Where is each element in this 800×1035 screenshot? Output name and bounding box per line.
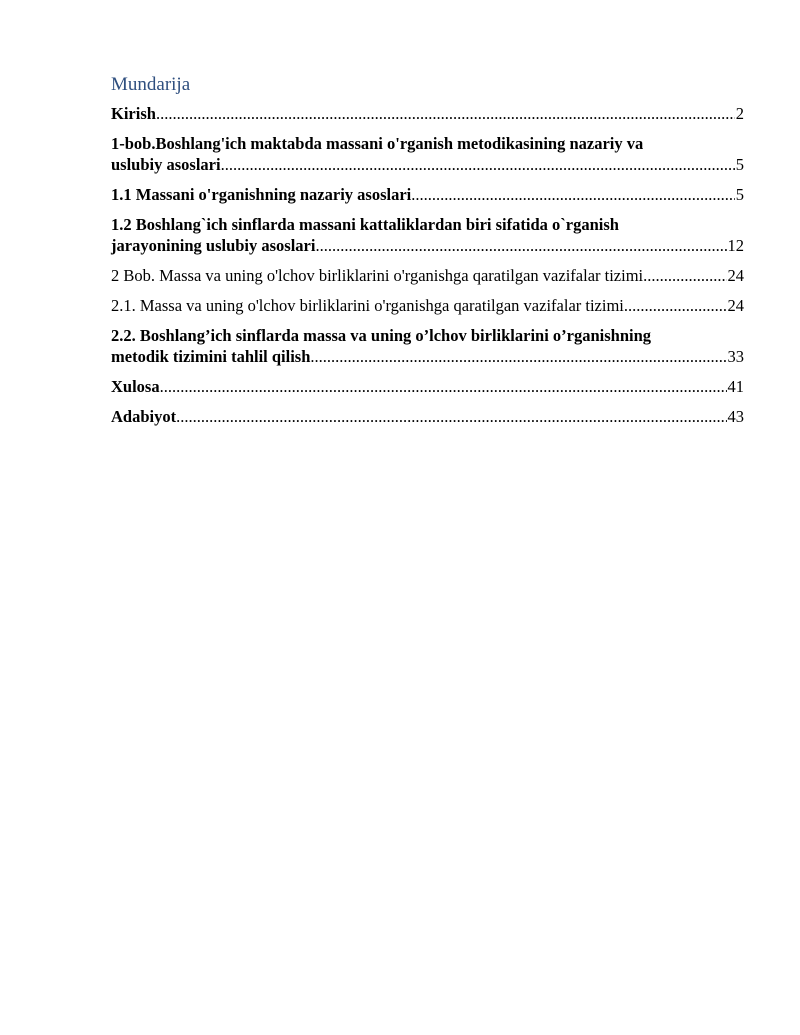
toc-title: Mundarija [111, 74, 191, 95]
toc-entry-text: Adabiyot [111, 407, 177, 426]
toc-entry-text: 2 Bob. Massa va uning o'lchov birliklarini o'rganishga qaratilgan vazifalar tizimi [111, 266, 644, 285]
toc-leader-dots [176, 406, 726, 427]
toc-entry-adabiyot[interactable] [111, 406, 744, 427]
toc-page-number: 43 [727, 407, 744, 426]
toc-leader-dots [411, 184, 735, 205]
toc-page-number: 12 [727, 236, 744, 255]
toc-leader-dots [315, 235, 726, 256]
toc-entry-text: jarayonining uslubiy asoslari [111, 236, 316, 255]
toc-entry-text: 2.1. Massa va uning o'lchov birliklarini o'rganishga qaratilgan vazifalar tizimi [111, 296, 624, 315]
toc-entry-section-2-2[interactable] [111, 325, 744, 367]
toc-leader-dots [156, 103, 735, 124]
toc-entry-text: Kirish [111, 104, 156, 123]
toc-leader-dots [624, 295, 727, 316]
toc-entry-chapter-2[interactable] [111, 265, 744, 286]
toc-entry-text: metodik tizimini tahlil qilish [111, 347, 311, 366]
toc-page-number: 24 [727, 266, 744, 285]
toc-entry-xulosa[interactable] [111, 376, 744, 397]
toc-entry-text-line: 1.2 Boshlang`ich sinflarda massani kattaliklardan biri sifatida o`rganish [111, 215, 619, 234]
toc-entry-text: 1.1 Massani o'rganishning nazariy asoslari [111, 185, 412, 204]
toc-leader-dots [643, 265, 726, 286]
toc-entry-section-1-2[interactable] [111, 214, 744, 256]
toc-entry-text-line: 2.2. Boshlang’ich sinflarda massa va uning o’lchov birliklarini o’rganishning [111, 326, 652, 345]
toc-page-number: 24 [727, 296, 744, 315]
toc-entry-section-1-1[interactable] [111, 184, 744, 205]
toc-page-number: 5 [735, 185, 744, 204]
toc-entry-text: Xulosa [111, 377, 160, 396]
toc-page-number: 2 [735, 104, 744, 123]
toc-page-number: 5 [735, 155, 744, 174]
toc-leader-dots [160, 376, 727, 397]
toc-page-number: 33 [727, 347, 744, 366]
toc-entry-chapter-1[interactable] [111, 133, 744, 175]
toc-leader-dots [310, 346, 726, 367]
toc-entry-kirish[interactable] [111, 103, 744, 124]
toc-page-number: 41 [727, 377, 744, 396]
toc-leader-dots [221, 154, 735, 175]
table-of-contents [111, 73, 744, 436]
toc-entry-text-line: 1-bob.Boshlang'ich maktabda massani o'rganish metodikasining nazariy va [111, 134, 644, 153]
toc-entry-text: uslubiy asoslari [111, 155, 221, 174]
toc-entry-section-2-1[interactable] [111, 295, 744, 316]
